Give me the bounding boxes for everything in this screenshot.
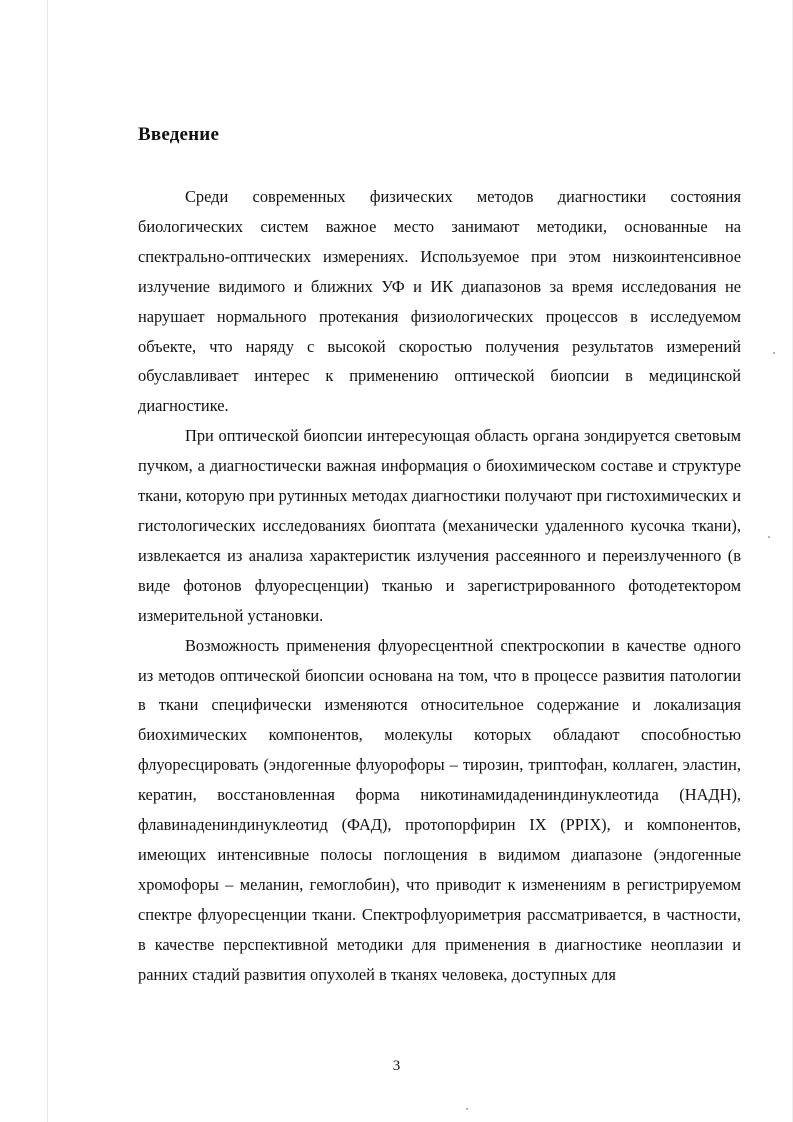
paragraph-3: Возможность применения флуоресцентной спектроскопии в качестве одного из методов оптической биопсии основана на том, что в процессе развития патологии в ткани специфически изменяются относительное содержание и локализация биохимических компонентов, молекулы которых обладают способностью флуоресцировать (эндогенные флуорофоры – тирозин, триптофан, коллаген, эластин, кератин, восстановленная форма никотинамидадениндинуклеотида (НАДН), флавинадениндинуклеотид (ФАД), протопорфирин IX (PPIX), и компонентов, имеющих интенсивные полосы поглощения в видимом диапазоне (эндогенные хромофоры – меланин, гемоглобин), что приводит к изменениям в регистрируемом спектре флуоресценции ткани. Спектрофлуориметрия рассматривается, в частности, в качестве перспективной методики для применения в диагностике неоплазии и ранних стадий развития опухолей в тканях человека, доступных для (138, 635, 741, 984)
section-title: Введение (138, 124, 220, 145)
paragraph-1: Среди современных физических методов диагностики состояния биологических систем важное место занимают методики, основанные на спектрально-оптических измерениях. Используемое при этом низкоинтенсивное излучение видимого и ближних УФ и ИК диапазонов за время исследования не нарушает нормального протекания физиологических процессов в исследуемом объекте, что наряду с высокой скоростью получения результатов измерений обуславливает интерес к применению оптической биопсии в медицинской диагностике. (138, 187, 741, 416)
scan-speck (466, 1108, 468, 1110)
page-number: 3 (392, 1058, 401, 1074)
paragraph-2: При оптической биопсии интересующая область органа зондируется световым пучком, а диагностически важная информация о биохимическом составе и структуре ткани, которую при рутинных методах диагностики получают при гистохимических и гистологических исследованиях биоптата (механически удаленного кусочка ткани), извлекается из анализа характеристик излучения рассеянного и переизлученного (в виде фотонов флуоресценции) тканью и зарегистрированного фотодетектором измерительной установки. (138, 426, 741, 625)
scan-left-edge (47, 0, 48, 1122)
body-text (138, 182, 741, 989)
scan-speck (768, 536, 770, 538)
scan-speck (773, 352, 775, 354)
